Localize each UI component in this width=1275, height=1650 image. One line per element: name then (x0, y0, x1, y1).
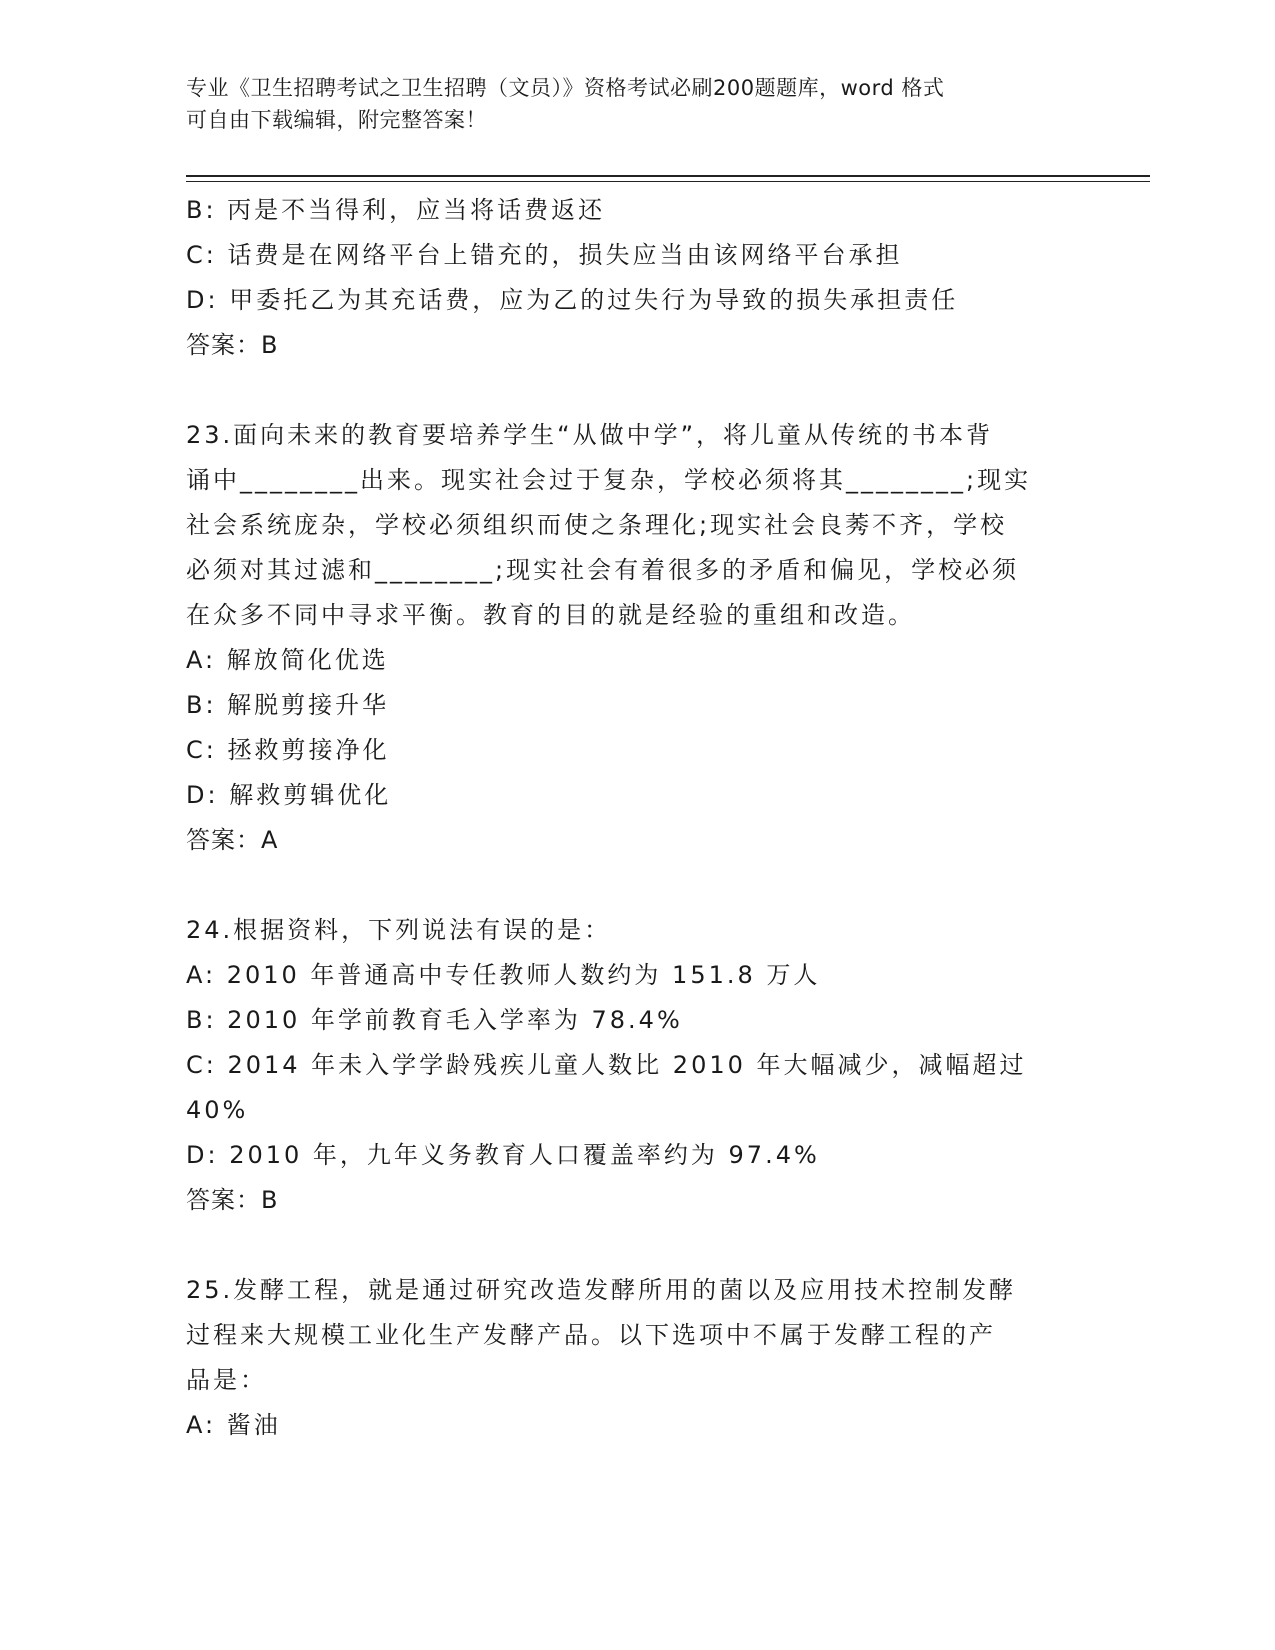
question-23-option-b: B: 解脱剪接升华 (186, 691, 390, 719)
question-24-option-c-continued: 40% (186, 1096, 249, 1124)
question-23-stem-line: 在众多不同中寻求平衡。教育的目的就是经验的重组和改造。 (186, 601, 915, 629)
question-24-answer: 答案：B (186, 1186, 279, 1214)
header-title-line-1: 专业《卫生招聘考试之卫生招聘（文员）》资格考试必刷200题题库，word 格式 (186, 76, 945, 100)
question-22-option-b: B: 丙是不当得利，应当将话费返还 (186, 196, 606, 224)
question-23-stem-line: 必须对其过滤和________;现实社会有着很多的矛盾和偏见，学校必须 (186, 556, 1020, 584)
question-22-tail (186, 188, 1086, 368)
question-24-option-a: A: 2010 年普通高中专任教师人数约为 151.8 万人 (186, 961, 821, 989)
question-23-option-d: D: 解救剪辑优化 (186, 781, 392, 809)
question-24-option-d: D: 2010 年，九年义务教育人口覆盖率约为 97.4% (186, 1141, 820, 1169)
question-23-stem-line: 诵中________出来。现实社会过于复杂，学校必须将其________;现实 (186, 466, 1032, 494)
question-23-stem-line: 社会系统庞杂，学校必须组织而使之条理化;现实社会良莠不齐，学校 (186, 511, 1008, 539)
question-25 (186, 1268, 1086, 1448)
header-title-line-2: 可自由下载编辑，附完整答案！ (186, 108, 487, 132)
question-22-answer: 答案：B (186, 331, 279, 359)
question-25-stem-line: 品是： (186, 1366, 267, 1394)
spacer (186, 368, 1086, 413)
question-25-option-a: A: 酱油 (186, 1411, 281, 1439)
spacer (186, 863, 1086, 908)
question-content (186, 188, 1086, 1448)
question-24-stem: 24.根据资料，下列说法有误的是： (186, 916, 612, 944)
question-23-stem-line: 23.面向未来的教育要培养学生“从做中学”，将儿童从传统的书本背 (186, 421, 994, 449)
question-22-option-c: C: 话费是在网络平台上错充的，损失应当由该网络平台承担 (186, 241, 903, 269)
question-25-stem-line: 25.发酵工程，就是通过研究改造发酵所用的菌以及应用技术控制发酵 (186, 1276, 1017, 1304)
header-rule-thick (186, 175, 1150, 177)
question-23-option-a: A: 解放简化优选 (186, 646, 389, 674)
question-24 (186, 908, 1086, 1223)
question-23-option-c: C: 拯救剪接净化 (186, 736, 390, 764)
question-24-option-c: C: 2014 年未入学学龄残疾儿童人数比 2010 年大幅减少，减幅超过 (186, 1051, 1027, 1079)
question-24-option-b: B: 2010 年学前教育毛入学率为 78.4% (186, 1006, 683, 1034)
question-25-stem-line: 过程来大规模工业化生产发酵产品。以下选项中不属于发酵工程的产 (186, 1321, 996, 1349)
header-rule-thin (186, 181, 1150, 182)
question-23 (186, 413, 1086, 863)
document-header (186, 72, 1086, 136)
question-23-answer: 答案：A (186, 826, 279, 854)
question-22-option-d: D: 甲委托乙为其充话费，应为乙的过失行为导致的损失承担责任 (186, 286, 959, 314)
spacer (186, 1223, 1086, 1268)
